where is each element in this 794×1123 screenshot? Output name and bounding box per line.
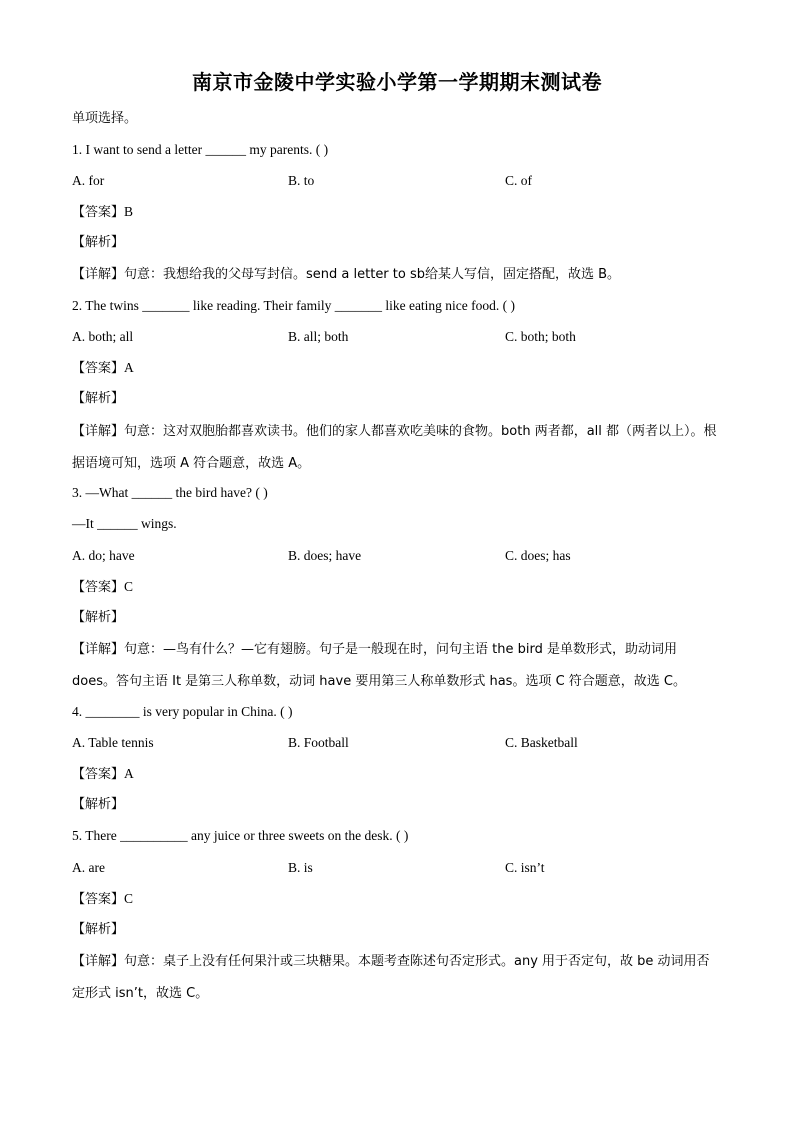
q5-analysis-label: 【解析】 <box>72 922 125 937</box>
q1-option-c: C. of <box>505 173 532 188</box>
answer-label: 【答案】 <box>72 767 125 782</box>
q2-option-b: B. all; both <box>288 329 349 344</box>
q3-detail <box>72 633 722 697</box>
q2-answer <box>72 359 134 378</box>
q1-option-a: A. for <box>72 173 105 188</box>
answer-label: 【答案】 <box>72 205 125 220</box>
q4-option-c: C. Basketball <box>505 735 578 750</box>
q4-option-a: A. Table tennis <box>72 735 154 750</box>
answer-value: A <box>124 360 134 375</box>
detail-label: 【详解】 <box>72 267 125 282</box>
q5-option-c: C. isn’t <box>505 860 545 875</box>
question-2-stem: 2. The twins _______ like reading. Their family _______ like eating nice food. ( ) <box>72 298 516 313</box>
detail-text: 句意：—鸟有什么？—它有翅膀。句子是一般现在时，问句主语 the bird 是单数形式，助动词用 does。答句主语 It 是第三人称单数，动词 have 要用第三人称单数形式 has。选项 C 符合题意，故选 C。 <box>72 642 686 689</box>
q2-option-c: C. both; both <box>505 329 576 344</box>
answer-label: 【答案】 <box>72 361 125 376</box>
detail-text: 句意：这对双胞胎都喜欢读书。他们的家人都喜欢吃美味的食物。both 两者都，all 都（两者以上）。根据语境可知，选项 A 符合题意，故选 A。 <box>72 424 717 471</box>
q4-answer <box>72 765 134 784</box>
q3-answer <box>72 578 133 597</box>
answer-value: B <box>124 204 134 219</box>
q1-answer <box>72 203 133 222</box>
detail-label: 【详解】 <box>72 954 125 969</box>
question-1-stem: 1. I want to send a letter ______ my parents. ( ) <box>72 142 329 157</box>
q5-option-b: B. is <box>288 860 313 875</box>
section-heading: 单项选择。 <box>72 111 138 126</box>
q1-detail <box>72 265 620 284</box>
question-3-stem-reply: —It ______ wings. <box>72 516 177 531</box>
q2-analysis-label: 【解析】 <box>72 391 125 406</box>
answer-label: 【答案】 <box>72 580 125 595</box>
q4-analysis-label: 【解析】 <box>72 797 125 812</box>
page-title: 南京市金陵中学实验小学第一学期期末测试卷 <box>192 70 602 94</box>
detail-label: 【详解】 <box>72 424 125 439</box>
question-3-stem: 3. —What ______ the bird have? ( ) <box>72 485 268 500</box>
q3-analysis-label: 【解析】 <box>72 610 125 625</box>
answer-label: 【答案】 <box>72 892 125 907</box>
q2-option-a: A. both; all <box>72 329 134 344</box>
q5-answer <box>72 890 133 909</box>
answer-value: C <box>124 579 134 594</box>
q3-option-a: A. do; have <box>72 548 135 563</box>
detail-text: 句意：我想给我的父母写封信。send a letter to sb给某人写信，固定搭配，故选 B。 <box>124 267 621 282</box>
q4-option-b: B. Football <box>288 735 349 750</box>
q1-analysis-label: 【解析】 <box>72 235 125 250</box>
q3-option-b: B. does; have <box>288 548 362 563</box>
question-5-stem: 5. There __________ any juice or three sweets on the desk. ( ) <box>72 828 409 843</box>
q5-detail <box>72 945 722 1009</box>
q5-option-a: A. are <box>72 860 105 875</box>
q3-option-c: C. does; has <box>505 548 571 563</box>
question-4-stem: 4. ________ is very popular in China. ( ) <box>72 704 293 719</box>
q2-detail <box>72 415 722 479</box>
detail-label: 【详解】 <box>72 642 125 657</box>
detail-text: 句意：桌子上没有任何果汁或三块糖果。本题考查陈述句否定形式。any 用于否定句，故 be 动词用否定形式 isn’t，故选 C。 <box>72 954 710 1001</box>
q1-option-b: B. to <box>288 173 315 188</box>
answer-value: A <box>124 766 134 781</box>
answer-value: C <box>124 891 134 906</box>
